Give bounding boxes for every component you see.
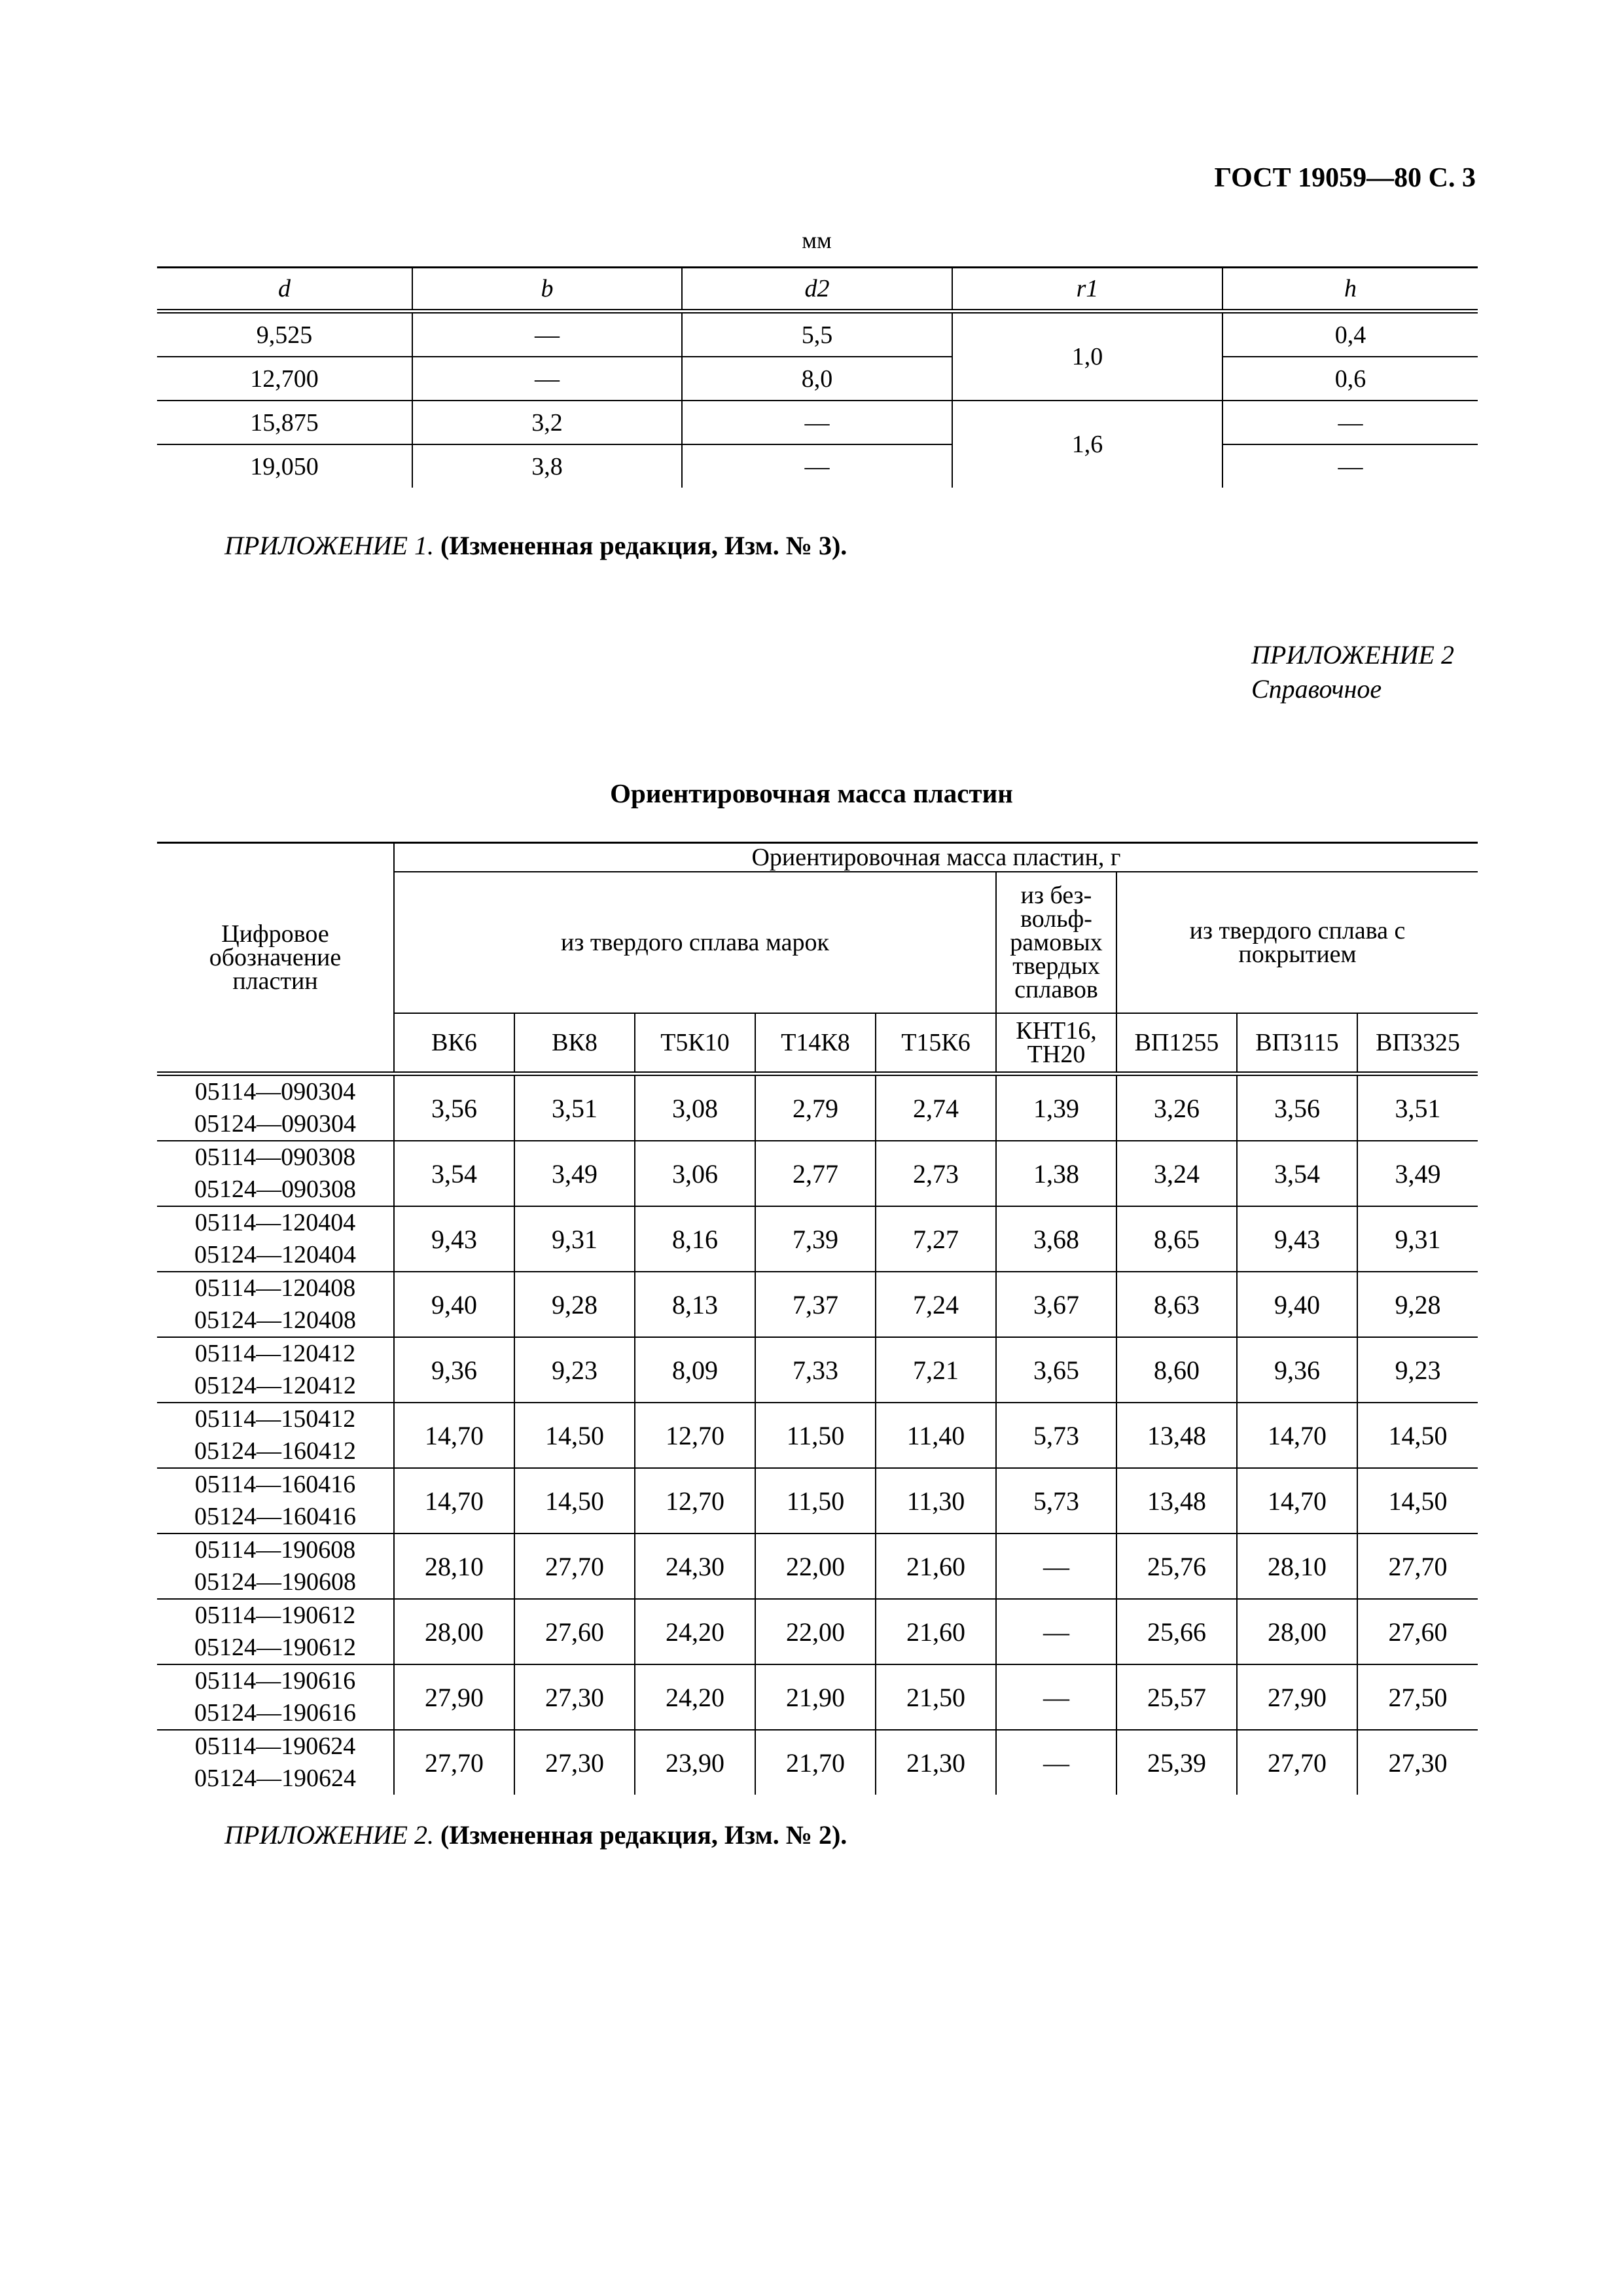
- mass-value-cell: 27,60: [514, 1599, 635, 1664]
- mass-value-cell: 23,90: [635, 1730, 755, 1795]
- grade-header: Т14К8: [755, 1013, 876, 1074]
- cell-d2: 5,5: [682, 312, 952, 357]
- cell-h: —: [1222, 444, 1478, 488]
- note-appendix-2: [224, 1820, 847, 1850]
- mass-value-cell: 7,27: [876, 1206, 996, 1272]
- col-header-d: d: [157, 268, 412, 312]
- col-header-b: b: [412, 268, 682, 312]
- mass-value-cell: 27,30: [514, 1730, 635, 1795]
- plate-code-cell: [157, 1403, 394, 1468]
- group-header-hard-alloy: из твердого сплава марок: [394, 872, 996, 1013]
- cell-d2: —: [682, 401, 952, 444]
- page-header: ГОСТ 19059—80 С. 3: [1214, 163, 1476, 193]
- table-row: [157, 357, 1478, 401]
- plate-code: 05124—190616: [194, 1699, 356, 1727]
- mass-value-cell: 3,24: [1116, 1141, 1237, 1206]
- table-row: [157, 1664, 1478, 1730]
- mass-value-cell: 9,40: [394, 1272, 514, 1337]
- mass-value-cell: 3,68: [996, 1206, 1116, 1272]
- plate-code: 05124—120404: [194, 1241, 356, 1268]
- mass-value-cell: 14,70: [1237, 1403, 1357, 1468]
- plate-code: 05114—160416: [194, 1471, 356, 1498]
- grade-header: Т5К10: [635, 1013, 755, 1074]
- mass-table-body: [157, 1074, 1478, 1795]
- plate-code-cell: [157, 1599, 394, 1664]
- mass-value-cell: 5,73: [996, 1468, 1116, 1534]
- mass-value-cell: 9,43: [394, 1206, 514, 1272]
- mass-value-cell: 3,08: [635, 1074, 755, 1141]
- mass-value-cell: 21,50: [876, 1664, 996, 1730]
- mass-value-cell: 8,63: [1116, 1272, 1237, 1337]
- mass-value-cell: 3,54: [1237, 1141, 1357, 1206]
- mass-value-cell: 7,24: [876, 1272, 996, 1337]
- mass-value-cell: 3,06: [635, 1141, 755, 1206]
- mass-value-cell: 25,57: [1116, 1664, 1237, 1730]
- table-row: [157, 1206, 1478, 1272]
- mass-value-cell: 9,23: [1357, 1337, 1478, 1403]
- col-header-r1-label: r1: [1076, 275, 1099, 302]
- plate-code-cell: [157, 1664, 394, 1730]
- mass-value-cell: 22,00: [755, 1534, 876, 1599]
- dimension-table: [157, 266, 1478, 488]
- mass-value-cell: 27,30: [1357, 1730, 1478, 1795]
- plate-code: 05124—190612: [194, 1634, 356, 1661]
- table-row: [157, 1337, 1478, 1403]
- mass-value-cell: 28,10: [1237, 1534, 1357, 1599]
- grade-header: ВП3325: [1357, 1013, 1478, 1074]
- mass-value-cell: 25,76: [1116, 1534, 1237, 1599]
- mass-value-cell: 3,51: [514, 1074, 635, 1141]
- plate-code: 05114—120404: [194, 1209, 356, 1236]
- cell-b: —: [412, 312, 682, 357]
- table-row: [157, 1599, 1478, 1664]
- table-row: [157, 1403, 1478, 1468]
- mass-value-cell: 21,30: [876, 1730, 996, 1795]
- table-row: [157, 1272, 1478, 1337]
- table-row: [157, 1730, 1478, 1795]
- plate-code: 05114—190616: [194, 1667, 356, 1695]
- mass-value-cell: 9,31: [514, 1206, 635, 1272]
- mass-value-cell: 21,60: [876, 1534, 996, 1599]
- appendix-2-label: [1251, 638, 1454, 706]
- mass-value-cell: —: [996, 1599, 1116, 1664]
- grade-header: КНТ16, ТН20: [996, 1013, 1116, 1074]
- mass-value-cell: 24,20: [635, 1664, 755, 1730]
- mass-value-cell: 3,67: [996, 1272, 1116, 1337]
- mass-value-cell: 27,70: [1357, 1534, 1478, 1599]
- mass-value-cell: 27,70: [514, 1534, 635, 1599]
- mass-value-cell: —: [996, 1730, 1116, 1795]
- mass-value-cell: 7,33: [755, 1337, 876, 1403]
- cell-d: 12,700: [157, 357, 412, 401]
- col-header-r1: [952, 268, 1222, 312]
- corner-header: Цифровое обозначение пластин: [157, 843, 394, 1074]
- plate-code: 05114—190612: [194, 1602, 356, 1629]
- mass-value-cell: 27,60: [1357, 1599, 1478, 1664]
- mass-value-cell: 11,50: [755, 1468, 876, 1534]
- mass-value-cell: 2,74: [876, 1074, 996, 1141]
- mass-value-cell: 13,48: [1116, 1468, 1237, 1534]
- mass-value-cell: 14,70: [394, 1403, 514, 1468]
- plate-code: 05124—190608: [194, 1568, 356, 1596]
- mass-value-cell: 28,00: [1237, 1599, 1357, 1664]
- plate-code-cell: [157, 1074, 394, 1141]
- mass-value-cell: 27,30: [514, 1664, 635, 1730]
- cell-d2: 8,0: [682, 357, 952, 401]
- mass-value-cell: 14,50: [1357, 1403, 1478, 1468]
- cell-h: 0,6: [1222, 357, 1478, 401]
- mass-value-cell: 9,28: [1357, 1272, 1478, 1337]
- mass-value-cell: 21,70: [755, 1730, 876, 1795]
- mass-value-cell: —: [996, 1534, 1116, 1599]
- group-header-tungsten-free: из без-вольф-рамовых твердых сплавов: [996, 872, 1116, 1013]
- mass-value-cell: 11,40: [876, 1403, 996, 1468]
- unit-label: мм: [802, 227, 832, 253]
- mass-value-cell: 27,90: [394, 1664, 514, 1730]
- cell-r1: 1,0: [952, 312, 1222, 401]
- table-row: [157, 444, 1478, 488]
- plate-code: 05114—190624: [194, 1732, 356, 1760]
- plate-code-cell: [157, 1272, 394, 1337]
- plate-code: 05124—120412: [194, 1372, 356, 1399]
- mass-value-cell: 5,73: [996, 1403, 1116, 1468]
- col-header-d2-label: d2: [804, 275, 830, 302]
- plate-code: 05124—190624: [194, 1765, 356, 1792]
- cell-b: 3,8: [412, 444, 682, 488]
- mass-value-cell: 28,00: [394, 1599, 514, 1664]
- mass-value-cell: 7,21: [876, 1337, 996, 1403]
- plate-code: 05114—090304: [194, 1078, 356, 1105]
- plate-code: 05114—090308: [194, 1143, 356, 1171]
- mass-value-cell: 24,30: [635, 1534, 755, 1599]
- col-header-d2: [682, 268, 952, 312]
- mass-value-cell: 22,00: [755, 1599, 876, 1664]
- note-appendix-1: [224, 530, 847, 561]
- mass-value-cell: 27,70: [394, 1730, 514, 1795]
- plate-code: 05114—150412: [194, 1405, 356, 1433]
- appendix-title: ПРИЛОЖЕНИЕ 2: [1251, 640, 1454, 670]
- note-prefix: ПРИЛОЖЕНИЕ 2.: [224, 1820, 434, 1850]
- mass-value-cell: 2,77: [755, 1141, 876, 1206]
- cell-d: 9,525: [157, 312, 412, 357]
- mass-value-cell: 2,79: [755, 1074, 876, 1141]
- plate-code-cell: [157, 1141, 394, 1206]
- mass-value-cell: 28,10: [394, 1534, 514, 1599]
- mass-value-cell: 24,20: [635, 1599, 755, 1664]
- mass-value-cell: 7,39: [755, 1206, 876, 1272]
- plate-code: 05124—160412: [194, 1437, 356, 1465]
- plate-code: 05124—090308: [194, 1175, 356, 1203]
- plate-code-cell: [157, 1337, 394, 1403]
- mass-value-cell: 9,36: [394, 1337, 514, 1403]
- mass-value-cell: —: [996, 1664, 1116, 1730]
- mass-value-cell: 14,50: [1357, 1468, 1478, 1534]
- mass-value-cell: 14,50: [514, 1468, 635, 1534]
- cell-h: —: [1222, 401, 1478, 444]
- mass-value-cell: 13,48: [1116, 1403, 1237, 1468]
- plate-code: 05114—120408: [194, 1274, 356, 1302]
- mass-value-cell: 21,60: [876, 1599, 996, 1664]
- plate-code-cell: [157, 1730, 394, 1795]
- mass-value-cell: 1,38: [996, 1141, 1116, 1206]
- table-row: [157, 401, 1478, 444]
- mass-value-cell: 9,40: [1237, 1272, 1357, 1337]
- mass-value-cell: 3,49: [1357, 1141, 1478, 1206]
- appendix-subtitle: Справочное: [1251, 674, 1382, 704]
- cell-d: 19,050: [250, 452, 319, 480]
- mass-value-cell: 3,49: [514, 1141, 635, 1206]
- mass-value-cell: 14,70: [1237, 1468, 1357, 1534]
- grade-header: ВК6: [394, 1013, 514, 1074]
- top-header: Ориентировочная масса пластин, г: [394, 843, 1478, 872]
- plate-code-cell: [157, 1206, 394, 1272]
- mass-value-cell: 8,13: [635, 1272, 755, 1337]
- mass-value-cell: 12,70: [635, 1403, 755, 1468]
- mass-value-cell: 1,39: [996, 1074, 1116, 1141]
- mass-value-cell: 2,73: [876, 1141, 996, 1206]
- mass-value-cell: 3,54: [394, 1141, 514, 1206]
- plate-code: 05114—190608: [194, 1536, 356, 1564]
- cell-b: 3,2: [412, 401, 682, 444]
- mass-value-cell: 21,90: [755, 1664, 876, 1730]
- mass-value-cell: 8,60: [1116, 1337, 1237, 1403]
- mass-value-cell: 12,70: [635, 1468, 755, 1534]
- mass-value-cell: 27,90: [1237, 1664, 1357, 1730]
- grade-header: ВП1255: [1116, 1013, 1237, 1074]
- mass-value-cell: 8,16: [635, 1206, 755, 1272]
- mass-value-cell: 25,39: [1116, 1730, 1237, 1795]
- mass-value-cell: 9,36: [1237, 1337, 1357, 1403]
- grade-header: ВП3115: [1237, 1013, 1357, 1074]
- mass-value-cell: 3,51: [1357, 1074, 1478, 1141]
- note-text: (Измененная редакция, Изм. № 2).: [440, 1820, 847, 1850]
- mass-value-cell: 14,70: [394, 1468, 514, 1534]
- mass-value-cell: 3,56: [394, 1074, 514, 1141]
- mass-value-cell: 11,30: [876, 1468, 996, 1534]
- mass-value-cell: 3,56: [1237, 1074, 1357, 1141]
- mass-value-cell: 25,66: [1116, 1599, 1237, 1664]
- cell-b: —: [412, 357, 682, 401]
- mass-value-cell: 11,50: [755, 1403, 876, 1468]
- mass-value-cell: 9,23: [514, 1337, 635, 1403]
- mass-value-cell: 3,26: [1116, 1074, 1237, 1141]
- table-row: [157, 1534, 1478, 1599]
- mass-value-cell: 9,31: [1357, 1206, 1478, 1272]
- cell-h: 0,4: [1222, 312, 1478, 357]
- mass-value-cell: 8,09: [635, 1337, 755, 1403]
- mass-value-cell: 27,70: [1237, 1730, 1357, 1795]
- plate-code-cell: [157, 1534, 394, 1599]
- group-header-coated: из твердого сплава с покрытием: [1116, 872, 1478, 1013]
- mass-value-cell: 14,50: [514, 1403, 635, 1468]
- cell-r1: 1,6: [952, 401, 1222, 488]
- mass-table: [157, 842, 1478, 1795]
- grade-header: Т15К6: [876, 1013, 996, 1074]
- plate-code: 05124—090304: [194, 1110, 356, 1138]
- plate-code: 05124—120408: [194, 1306, 356, 1334]
- note-text: (Измененная редакция, Изм. № 3).: [440, 531, 847, 560]
- note-prefix: ПРИЛОЖЕНИЕ 1.: [224, 531, 434, 560]
- table-title: Ориентировочная масса пластин: [610, 778, 1013, 808]
- mass-value-cell: 9,28: [514, 1272, 635, 1337]
- plate-code-cell: [157, 1468, 394, 1534]
- mass-value-cell: 9,43: [1237, 1206, 1357, 1272]
- cell-d: 15,875: [157, 401, 412, 444]
- table-row: [157, 1141, 1478, 1206]
- mass-value-cell: 27,50: [1357, 1664, 1478, 1730]
- cell-d2: —: [682, 444, 952, 488]
- table-row: [157, 1468, 1478, 1534]
- grade-header: ВК8: [514, 1013, 635, 1074]
- col-header-h: h: [1222, 268, 1478, 312]
- table-row: [157, 312, 1478, 357]
- plate-code: 05114—120412: [194, 1340, 356, 1367]
- table-row: [157, 1074, 1478, 1141]
- mass-value-cell: 7,37: [755, 1272, 876, 1337]
- mass-value-cell: 8,65: [1116, 1206, 1237, 1272]
- plate-code: 05124—160416: [194, 1503, 356, 1530]
- mass-value-cell: 3,65: [996, 1337, 1116, 1403]
